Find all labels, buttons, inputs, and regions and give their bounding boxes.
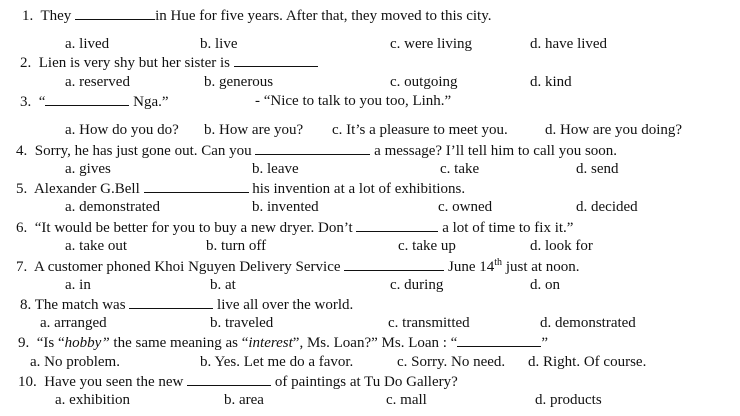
option-c[interactable]: c. transmitted bbox=[388, 315, 470, 331]
question-7 bbox=[16, 257, 580, 276]
option-d[interactable]: d. look for bbox=[530, 238, 593, 254]
option-d[interactable]: d. kind bbox=[530, 74, 572, 90]
answer-blank[interactable] bbox=[187, 372, 271, 386]
question-text: a lot of time to fix it.” bbox=[442, 220, 574, 236]
question-10 bbox=[18, 372, 458, 391]
option-b[interactable]: b. generous bbox=[204, 74, 274, 90]
option-c[interactable]: c. Sorry. No need. bbox=[397, 354, 506, 370]
option-d[interactable]: d. demonstrated bbox=[540, 315, 636, 331]
question-text: “Is “ bbox=[36, 335, 65, 351]
italic-word: interest bbox=[248, 335, 293, 351]
option-d[interactable]: d. decided bbox=[576, 199, 638, 215]
option-a[interactable]: a. reserved bbox=[65, 74, 130, 90]
question-8 bbox=[20, 295, 353, 314]
option-b[interactable]: b. at bbox=[210, 277, 236, 293]
option-b[interactable]: b. area bbox=[224, 392, 264, 408]
option-d[interactable]: d. on bbox=[530, 277, 560, 293]
option-d[interactable]: d. Right. Of course. bbox=[528, 354, 647, 370]
option-a[interactable]: a. take out bbox=[65, 238, 128, 254]
question-text: A customer phoned Khoi Nguyen Delivery Service bbox=[33, 259, 341, 275]
option-b[interactable]: b. live bbox=[200, 36, 238, 52]
option-d[interactable]: d. send bbox=[576, 161, 619, 177]
question-number: 10. bbox=[18, 374, 37, 390]
question-number: 3. bbox=[20, 94, 32, 110]
question-text: June 14 bbox=[448, 259, 495, 275]
answer-blank[interactable] bbox=[457, 333, 541, 347]
question-text: They bbox=[40, 8, 72, 24]
option-a[interactable]: a. No problem. bbox=[30, 354, 120, 370]
option-c[interactable]: c. outgoing bbox=[390, 74, 458, 90]
question-text: “It would be better for you to buy a new dryer. Don’t bbox=[34, 220, 353, 236]
answer-blank[interactable] bbox=[45, 92, 129, 106]
superscript: th bbox=[494, 257, 503, 268]
question-number: 4. bbox=[16, 143, 28, 159]
question-number: 5. bbox=[16, 181, 28, 197]
option-a[interactable]: a. How do you do? bbox=[65, 122, 179, 138]
question-number: 6. bbox=[16, 220, 28, 236]
question-5 bbox=[16, 179, 465, 198]
question-number: 9. bbox=[18, 335, 30, 351]
answer-blank[interactable] bbox=[356, 218, 438, 232]
question-3-reply: - “Nice to talk to you too, Linh.” bbox=[255, 93, 452, 109]
question-6 bbox=[16, 218, 573, 237]
option-c[interactable]: c. take up bbox=[398, 238, 456, 254]
question-number: 2. bbox=[20, 55, 32, 71]
option-c[interactable]: c. during bbox=[390, 277, 444, 293]
question-text: Sorry, he has just gone out. Can you bbox=[34, 143, 252, 159]
option-b[interactable]: b. Yes. Let me do a favor. bbox=[200, 354, 354, 370]
option-c[interactable]: c. take bbox=[440, 161, 480, 177]
question-number: 8. bbox=[20, 297, 32, 313]
option-c[interactable]: c. It’s a pleasure to meet you. bbox=[332, 122, 508, 138]
question-text: Lien is very shy but her sister is bbox=[38, 55, 230, 71]
question-text: Alexander G.Bell bbox=[33, 181, 140, 197]
option-a[interactable]: a. arranged bbox=[40, 315, 107, 331]
question-text: the same meaning as “ bbox=[109, 335, 249, 351]
answer-blank[interactable] bbox=[234, 53, 318, 67]
question-text: his invention at a lot of exhibitions. bbox=[252, 181, 466, 197]
answer-blank[interactable] bbox=[144, 179, 249, 193]
question-2 bbox=[20, 53, 318, 72]
question-1 bbox=[22, 6, 492, 25]
option-d[interactable]: d. have lived bbox=[530, 36, 608, 52]
answer-blank[interactable] bbox=[255, 141, 370, 155]
question-text: The match was bbox=[34, 297, 126, 313]
option-c[interactable]: c. mall bbox=[386, 392, 427, 408]
option-a[interactable]: a. exhibition bbox=[55, 392, 130, 408]
question-9 bbox=[18, 333, 548, 352]
question-text: Nga.” bbox=[133, 94, 169, 110]
option-b[interactable]: b. turn off bbox=[206, 238, 267, 254]
option-c[interactable]: c. were living bbox=[390, 36, 473, 52]
option-b[interactable]: b. invented bbox=[252, 199, 319, 215]
option-c[interactable]: c. owned bbox=[438, 199, 493, 215]
answer-blank[interactable] bbox=[75, 6, 155, 20]
question-text: of paintings at Tu Do Gallery? bbox=[274, 374, 458, 390]
option-b[interactable]: b. How are you? bbox=[204, 122, 304, 138]
question-text: live all over the world. bbox=[217, 297, 354, 313]
close-quote: ” bbox=[541, 335, 549, 351]
question-4 bbox=[16, 141, 617, 160]
option-b[interactable]: b. leave bbox=[252, 161, 299, 177]
option-a[interactable]: a. demonstrated bbox=[65, 199, 160, 215]
answer-blank[interactable] bbox=[129, 295, 213, 309]
option-a[interactable]: a. gives bbox=[65, 161, 111, 177]
option-d[interactable]: d. products bbox=[535, 392, 602, 408]
question-text: ”, Ms. Loan?” Ms. Loan : “ bbox=[292, 335, 458, 351]
question-text: just at noon. bbox=[502, 259, 580, 275]
question-number: 7. bbox=[16, 259, 28, 275]
question-text: in Hue for five years. After that, they moved to this city. bbox=[155, 8, 492, 24]
option-a[interactable]: a. in bbox=[65, 277, 91, 293]
answer-blank[interactable] bbox=[344, 257, 444, 271]
question-number: 1. bbox=[22, 8, 34, 24]
option-d[interactable]: d. How are you doing? bbox=[545, 122, 683, 138]
question-3 bbox=[20, 92, 169, 111]
italic-word: hobby” bbox=[64, 335, 110, 351]
open-quote: “ bbox=[38, 94, 46, 110]
question-text: Have you seen the new bbox=[44, 374, 184, 390]
question-text: a message? I’ll tell him to call you soon. bbox=[374, 143, 618, 159]
option-a[interactable]: a. lived bbox=[65, 36, 110, 52]
option-b[interactable]: b. traveled bbox=[210, 315, 274, 331]
